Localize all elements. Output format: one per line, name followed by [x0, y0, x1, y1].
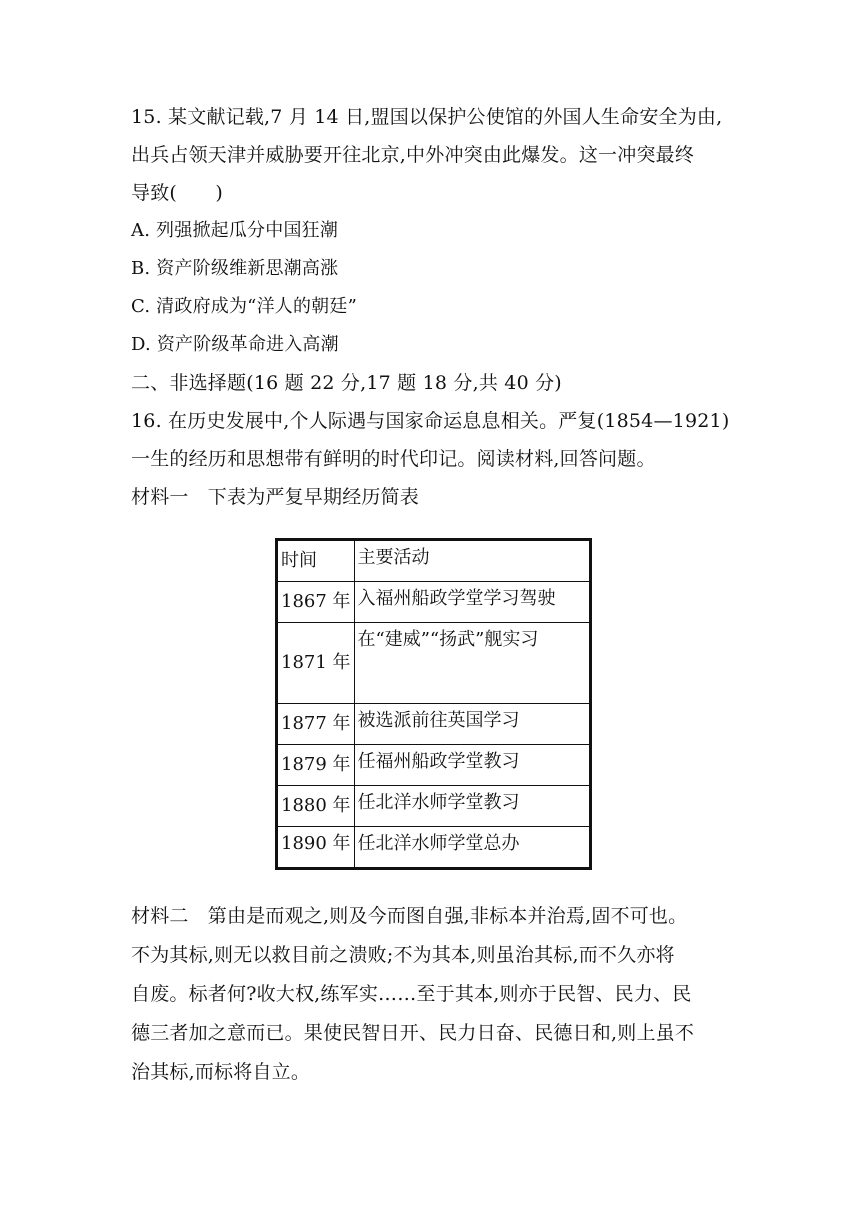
q16-stem-line-2: 一生的经历和思想带有鲜明的时代印记。阅读材料,回答问题。: [131, 448, 656, 470]
q15-option-b: B. 资产阶级维新思潮高涨: [131, 258, 339, 279]
table-header-activity: 主要活动: [354, 540, 590, 582]
table-row: [277, 704, 591, 745]
q15-stem-line-2: 出兵占领天津并威胁要开往北京,中外冲突由此爆发。这一冲突最终: [131, 144, 695, 166]
question-15: [131, 98, 731, 516]
table-cell-year: 1880 年: [277, 786, 355, 827]
table-header-time: 时间: [277, 540, 355, 582]
q16-stem-line-1: 16. 在历史发展中,个人际遇与国家命运息息相关。严复(1854—1921): [131, 410, 730, 432]
q15-stem-line-3: 导致( ): [131, 182, 224, 204]
table-cell-year: 1867 年: [277, 582, 355, 623]
table-cell-year: 1871 年: [277, 623, 355, 704]
material-2-line-4: 德三者加之意而已。果使民智日开、民力日奋、民德日和,则上虽不: [131, 1022, 695, 1044]
material-2: [131, 897, 731, 1092]
table-row: [277, 827, 591, 869]
material-2-line-2: 不为其标,则无以救目前之溃败;不为其本,则虽治其标,而不久亦将: [131, 944, 675, 966]
yan-fu-early-experience-table: [275, 538, 592, 870]
table-cell-year: 1879 年: [277, 745, 355, 786]
table-cell-year: 1877 年: [277, 704, 355, 745]
table-header-row: [277, 540, 591, 582]
section-heading-non-choice: 二、非选择题(16 题 22 分,17 题 18 分,共 40 分): [131, 372, 562, 394]
table-cell-activity: 任北洋水师学堂总办: [354, 827, 590, 869]
material-2-line-5: 治其标,而标将自立。: [131, 1061, 311, 1083]
table-row: [277, 582, 591, 623]
table-cell-activity: 被选派前往英国学习: [354, 704, 590, 745]
material-2-line-1: 材料二 第由是而观之,则及今而图自强,非标本并治焉,固不可也。: [131, 905, 688, 927]
table-row: [277, 623, 591, 704]
material-1-intro: 材料一 下表为严复早期经历简表: [131, 486, 420, 508]
q15-option-d: D. 资产阶级革命进入高潮: [131, 334, 339, 355]
table-cell-activity: 入福州船政学堂学习驾驶: [354, 582, 590, 623]
q15-stem-line-1: 15. 某文献记载,7 月 14 日,盟国以保护公使馆的外国人生命安全为由,: [131, 106, 723, 128]
q15-option-a: A. 列强掀起瓜分中国狂潮: [131, 220, 339, 241]
q15-option-c: C. 清政府成为“洋人的朝廷”: [131, 296, 357, 317]
table-row: [277, 745, 591, 786]
table-cell-activity: 任福州船政学堂教习: [354, 745, 590, 786]
table-cell-year: 1890 年: [277, 827, 355, 869]
table-cell-activity: 任北洋水师学堂教习: [354, 786, 590, 827]
material-2-line-3: 自废。标者何?收大权,练军实……至于其本,则亦于民智、民力、民: [131, 983, 692, 1005]
table-cell-activity: 在“建威”“扬武”舰实习: [354, 623, 590, 704]
table-row: [277, 786, 591, 827]
